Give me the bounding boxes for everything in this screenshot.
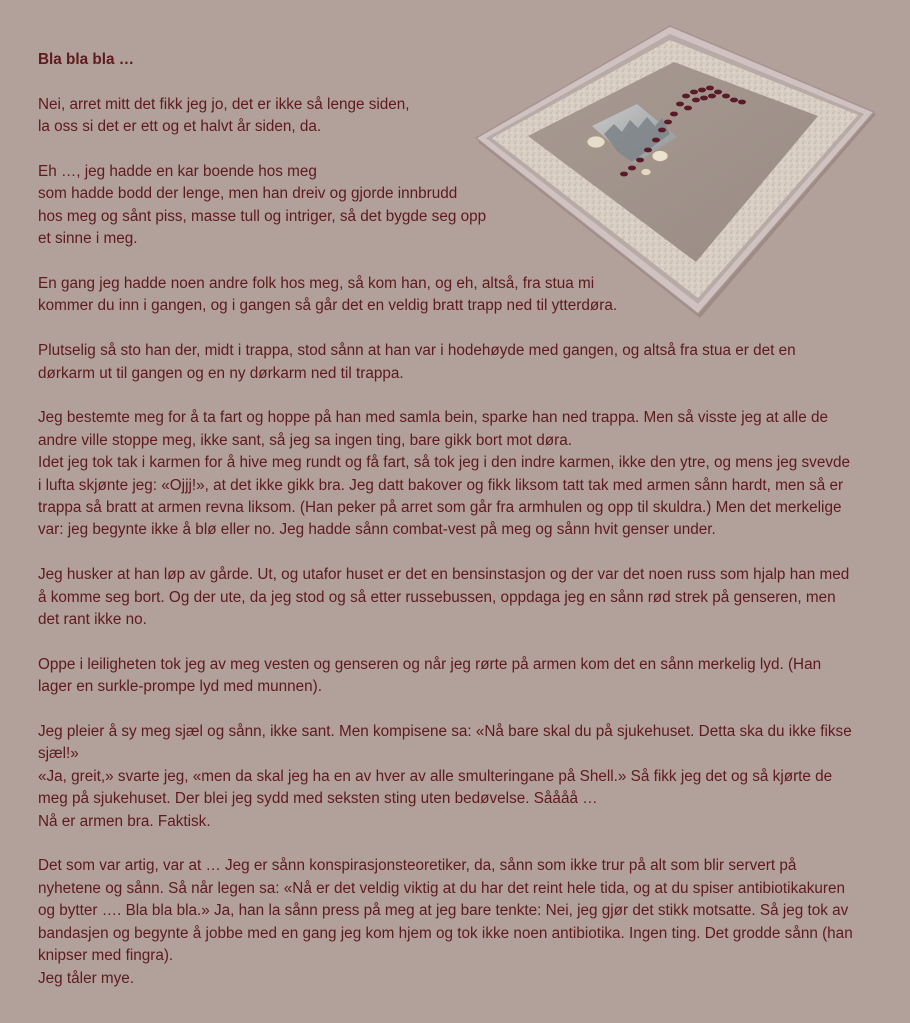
text-line: dørkarm ut til gangen og en ny dørkarm ned til trappa. <box>38 364 404 382</box>
text-line: la oss si det er ett og et halvt år siden, da. <box>38 118 322 136</box>
story-paragraph <box>38 855 890 989</box>
text-line: Jeg husker at han løp av gårde. Ut, og utafor huset er det en bensinstasjon og der var det noen russ som hjalp han med <box>38 566 850 584</box>
text-line: Jeg tåler mye. <box>38 969 135 987</box>
text-line: lager en surkle-prompe lyd med munnen). <box>38 678 322 696</box>
text-line: Det som var artig, var at … Jeg er sånn konspirasjonsteoretiker, da, sånn som ikke trur på alt som blir servert på <box>38 857 797 875</box>
text-line: var: jeg begynte ikke å blø eller no. Jeg hadde sånn combat-vest på meg og sånn hvit genser under. <box>38 521 716 539</box>
text-line: Oppe i leiligheten tok jeg av meg vesten og genseren og når jeg rørte på armen kom det en sånn merkelig lyd. (Han <box>38 655 822 673</box>
text-line: trappa så bratt at armen revna liksom. (Han peker på arret som går fra armhulen og opp til skuldra.) Men det merkelige <box>38 499 842 517</box>
story-paragraph <box>38 654 890 699</box>
story-title: Bla bla bla … <box>38 51 135 68</box>
story-paragraph <box>38 94 890 139</box>
text-line: Jeg bestemte meg for å ta fart og hoppe på han med samla bein, sparke han ned trappa. Men så visste jeg at alle de <box>38 409 828 427</box>
story-paragraph <box>38 340 890 385</box>
text-line: bandasjen og begynte å jobbe med en gang jeg kom hjem og tok ikke noen antibiotika. Ingen ting. Det grodde sånn (han <box>38 924 853 942</box>
story-paragraph <box>38 273 890 318</box>
story-body <box>38 94 890 990</box>
text-line: Nei, arret mitt det fikk jeg jo, det er ikke så lenge siden, <box>38 95 410 113</box>
text-line: En gang jeg hadde noen andre folk hos meg, så kom han, og eh, altså, fra stua mi <box>38 275 595 293</box>
text-line: Plutselig så sto han der, midt i trappa, stod sånn at han var i hodehøyde med gangen, og altså fra stua er det en <box>38 342 796 360</box>
text-line: Jeg pleier å sy meg sjæl og sånn, ikke sant. Men kompisene sa: «Nå bare skal du på sjukehuset. Detta ska du ikke fikse <box>38 723 852 741</box>
story-paragraph <box>38 161 890 251</box>
text-line: nyhetene og sånn. Så når legen sa: «Nå er det veldig viktig at du har det reint hele tida, og at du spiser antibiotikakuren <box>38 879 846 897</box>
text-line: og bytter …. Bla bla bla.» Ja, han la sånn press på meg at jeg bare tenkte: Nei, jeg gjør det stikk motsatte. Så jeg tok av <box>38 902 849 920</box>
text-line: Eh …, jeg hadde en kar boende hos meg <box>38 163 317 180</box>
text-line: kommer du inn i gangen, og i gangen så går det en veldig bratt trapp ned til ytterdøra. <box>38 297 618 315</box>
text-line: Idet jeg tok tak i karmen for å hive meg rundt og få fart, så tok jeg i den indre karmen, ikke den ytre, og mens jeg svevde <box>38 454 851 472</box>
text-line: å komme seg bort. Og der ute, da jeg stod og så etter russebussen, oppdaga jeg en sånn rød strek på genseren, men <box>38 588 836 606</box>
story-paragraph <box>38 407 890 541</box>
text-line: sjæl!» <box>38 745 79 763</box>
text-line: Nå er armen bra. Faktisk. <box>38 812 211 830</box>
text-line: som hadde bodd der lenge, men han dreiv og gjorde innbrudd <box>38 185 458 203</box>
text-line: hos meg og sånt piss, masse tull og intriger, så det bygde seg opp <box>38 207 487 225</box>
story-paragraph <box>38 721 890 833</box>
text-line: «Ja, greit,» svarte jeg, «men da skal jeg ha en av hver av alle smulteringane på Shell.» Så fikk jeg det og så kjørte de <box>38 767 833 785</box>
story-text <box>38 49 890 990</box>
text-line: andre ville stoppe meg, ikke sant, så jeg sa ingen ting, bare gikk bort mot døra. <box>38 431 572 449</box>
text-line: et sinne i meg. <box>38 230 138 248</box>
story-paragraph <box>38 564 890 631</box>
text-line: i lufta skjønte jeg: «Ojjj!», at det ikke gikk bra. Jeg datt bakover og fikk liksom tatt tak med armen sånn hardt, men så er <box>38 476 844 494</box>
text-line: det rant ikke no. <box>38 611 147 629</box>
text-line: knipser med fingra). <box>38 947 174 965</box>
text-line: meg på sjukehuset. Der blei jeg sydd med seksten sting uten bedøvelse. Såååå … <box>38 790 598 808</box>
